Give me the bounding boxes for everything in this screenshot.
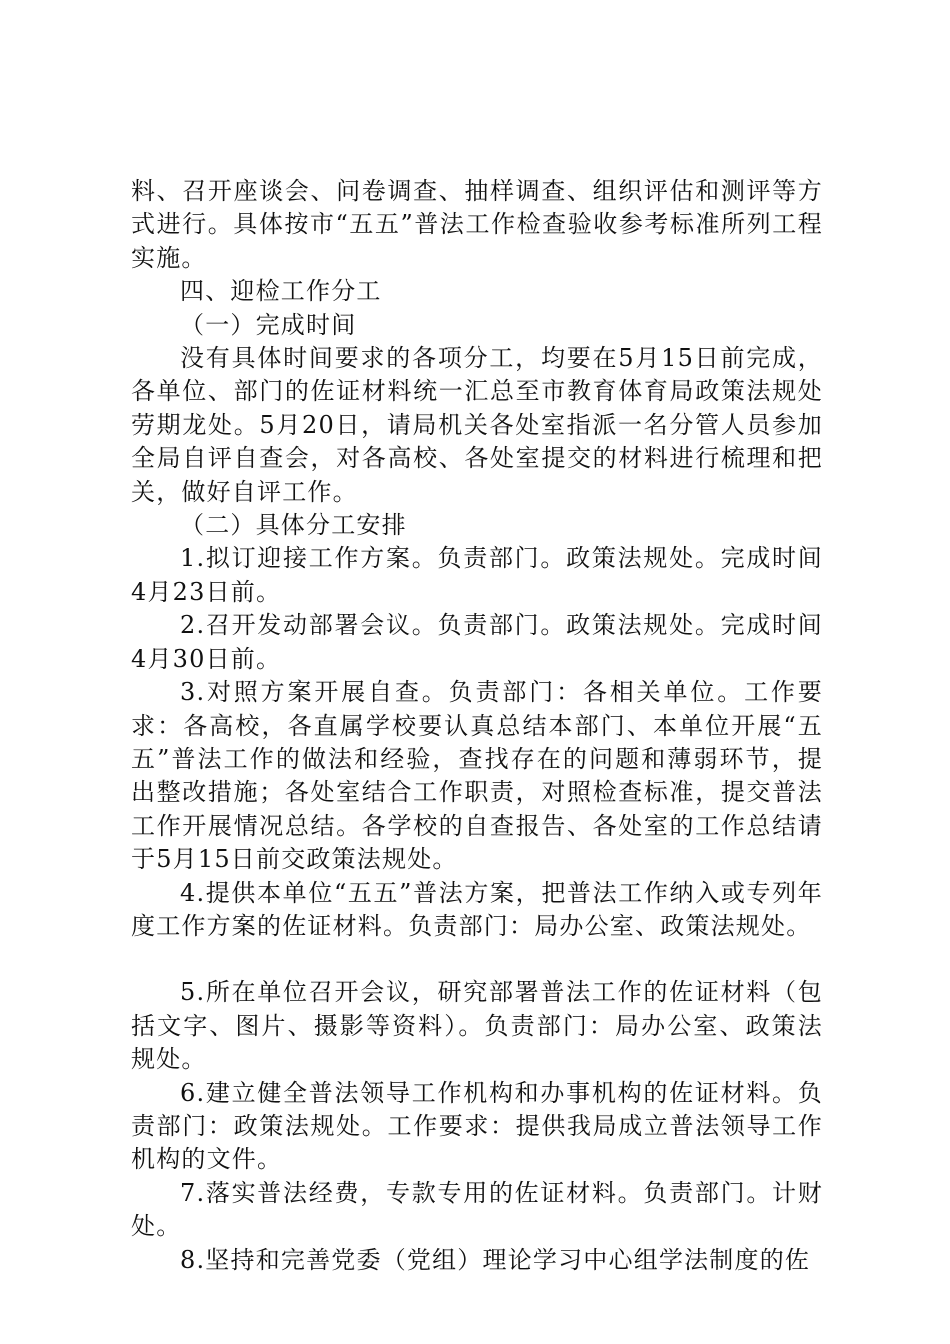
list-item-3: 3.对照方案开展自查。负责部门：各相关单位。工作要求：各高校，各直属学校要认真总结本部门、本单位开展“五五”普法工作的做法和经验，查找存在的问题和薄弱环节，提出整改措施；各处室结合工作职责，对照检查标准，提交普法工作开展情况总结。各学校的自查报告、各处室的工作总结请于5月15日前交政策法规处。 bbox=[131, 678, 823, 874]
list-item-6: 6.建立健全普法领导工作机构和办事机构的佐证材料。负责部门：政策法规处。工作要求：提供我局成立普法领导工作机构的文件。 bbox=[131, 1078, 823, 1174]
subsection-heading-2: （二）具体分工安排 bbox=[180, 511, 407, 540]
list-item-1: 1.拟订迎接工作方案。负责部门。政策法规处。完成时间4月23日前。 bbox=[131, 544, 823, 606]
section-heading-4: 四、迎检工作分工 bbox=[180, 277, 382, 306]
list-item-7: 7.落实普法经费，专款专用的佐证材料。负责部门。计财处。 bbox=[131, 1178, 823, 1241]
paragraph-continuation: 料、召开座谈会、问卷调查、抽样调查、组织评估和测评等方式进行。具体按市“五五”普法工作检查验收参考标准所列工程实施。 bbox=[131, 177, 823, 272]
paragraph-completion-time: 没有具体时间要求的各项分工，均要在5月15日前完成，各单位、部门的佐证材料统一汇总至市教育体育局政策法规处劳期龙处。5月20日，请局机关各处室指派一名分管人员参加全局自评自查会，对各高校、各处室提交的材料进行梳理和把关，做好自评工作。 bbox=[131, 344, 823, 506]
document-page bbox=[131, 175, 823, 1277]
list-item-4: 4.提供本单位“五五”普法方案，把普法工作纳入或专列年度工作方案的佐证材料。负责部门：局办公室、政策法规处。 bbox=[131, 878, 823, 940]
list-item-5: 5.所在单位召开会议，研究部署普法工作的佐证材料（包括文字、图片、摄影等资料）。负责部门：局办公室、政策法规处。 bbox=[131, 978, 823, 1074]
blank-line bbox=[131, 943, 823, 976]
list-item-2: 2.召开发动部署会议。负责部门。政策法规处。完成时间4月30日前。 bbox=[131, 611, 823, 673]
subsection-heading-1: （一）完成时间 bbox=[180, 310, 357, 339]
list-item-8: 8.坚持和完善党委（党组）理论学习中心组学法制度的佐 bbox=[180, 1245, 811, 1274]
